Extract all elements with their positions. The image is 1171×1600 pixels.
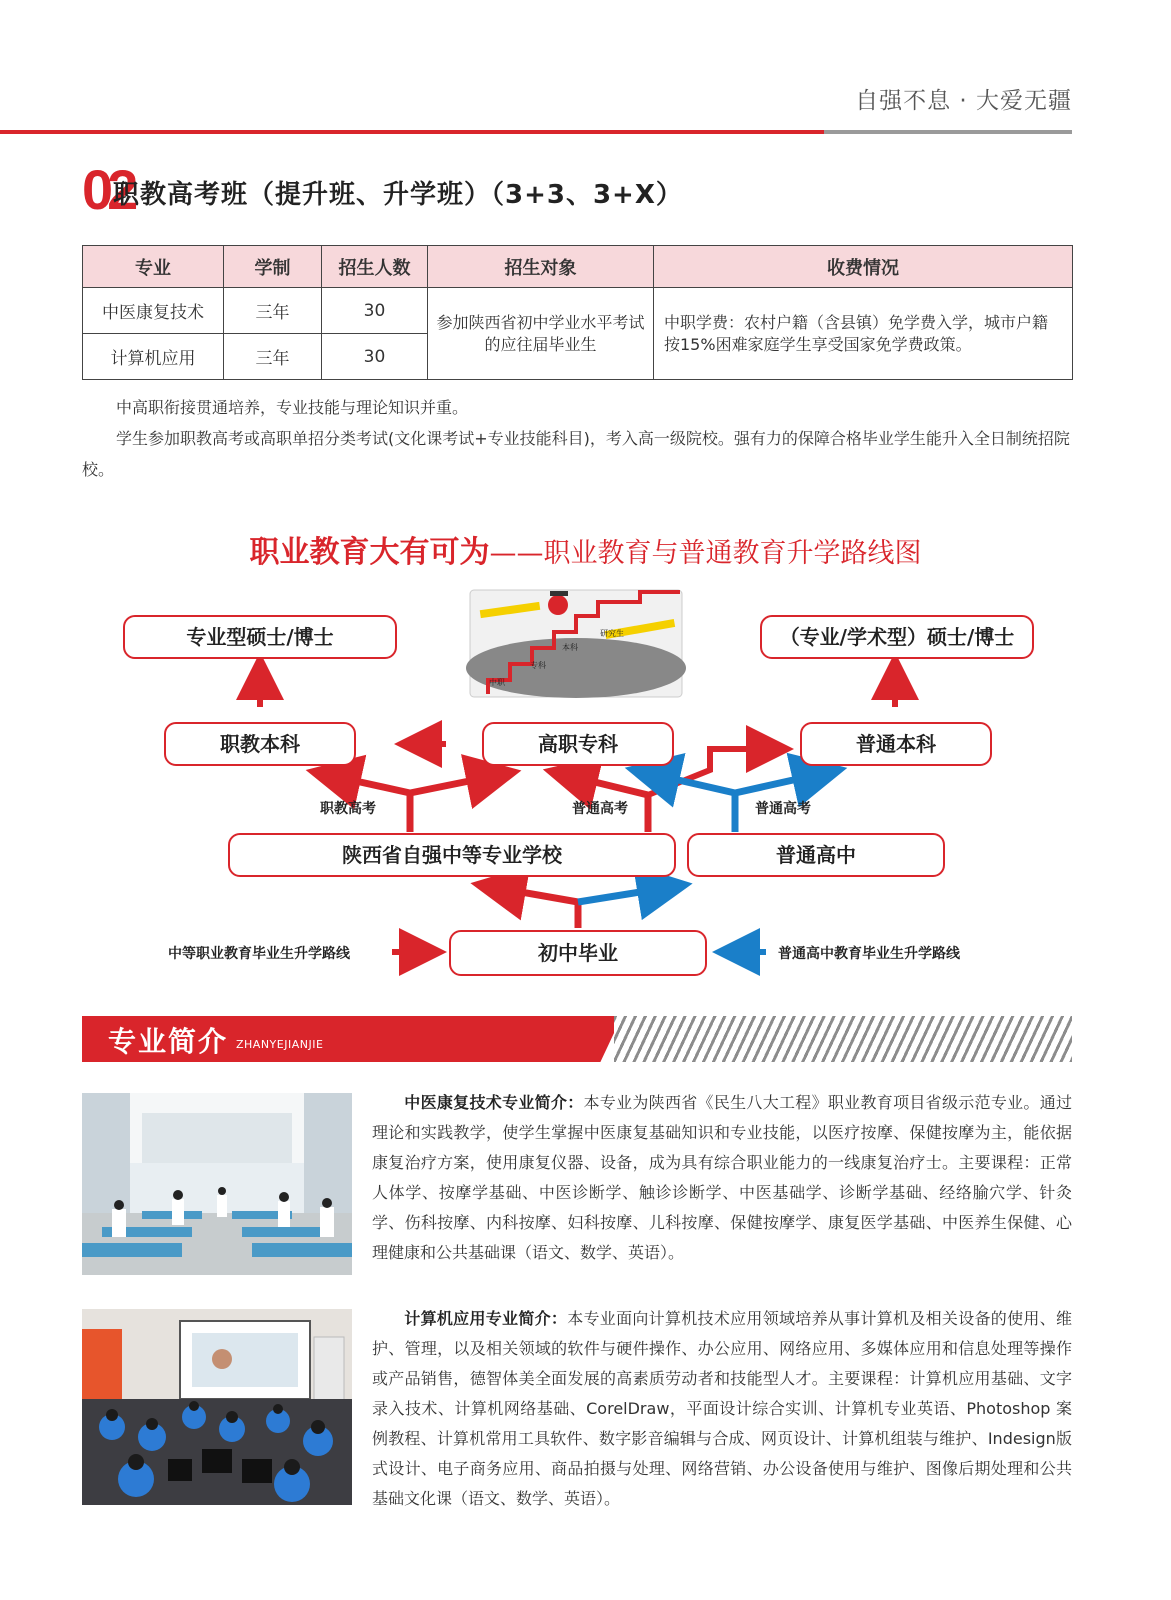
photo-rehab-classroom (82, 1093, 352, 1275)
table-cell-years: 三年 (224, 288, 322, 334)
table-cell-count: 30 (322, 334, 428, 380)
table-cell-years: 三年 (224, 334, 322, 380)
banner-title: 专业简介 (108, 1025, 229, 1058)
arrow-fork (333, 776, 410, 793)
stair-label: 研究生 (600, 629, 624, 638)
major-rehab-name: 中医康复技术专业简介： (404, 1093, 584, 1112)
stair-label: 专科 (530, 661, 546, 670)
box-prof-master: 专业型硕士/博士 (123, 615, 397, 659)
stair-label: 本科 (562, 643, 578, 652)
label-general-exam: 普通高考 (755, 801, 811, 817)
arrow-fork-blue (578, 888, 665, 902)
major-computer-text: 本专业面向计算机技术应用领域培养从事计算机及相关设备的使用、维护、管理，以及相关领域的软件与硬件操作、办公应用、网络应用、多媒体应用和信息处理等操作或产品销售，德智体美全面发展的高素质劳动者和技能型人才。主要课程：计算机应用基础、文字录入技术、计算机网络基础、CorelDraw，平面设计综合实训、计算机专业英语、Photoshop 案例教程、计算机常用工具软件、数字影音编辑与合成、网页设计、计算机组装与维护、Indesign版式设计、电子商务应用、商品拍摄与处理、网络营销、办公设备使用与维护、图像后期处理和公共基础文化课（语文、数学、英语）。 (372, 1309, 1072, 1508)
label-general-exam: 普通高考 (572, 801, 628, 817)
section-number: 02 (82, 158, 133, 221)
box-school: 陕西省自强中等专业学校 (228, 833, 676, 877)
box-acad-master: （专业/学术型）硕士/博士 (760, 615, 1034, 659)
arrow-fork (498, 888, 578, 902)
arrow-fork (410, 776, 494, 793)
stair-label: 中职 (489, 678, 505, 687)
arrow-fork (570, 776, 648, 795)
major-rehab-description (372, 1088, 1072, 1268)
table-header: 学制 (224, 246, 322, 288)
box-general-bachelor: 普通本科 (800, 722, 992, 766)
banner-pinyin: ZHANYEJIANJIE (236, 1038, 324, 1051)
box-higher-voc: 高职专科 (482, 722, 674, 766)
staircase-illustration (466, 590, 686, 698)
table-header: 专业 (83, 246, 224, 288)
table-header: 招生对象 (428, 246, 654, 288)
legend-voc: 中等职业教育毕业生升学路线 (168, 946, 350, 962)
intro-paragraph: 学生参加职教高考或高职单招分类考试(文化课考试+专业技能科目)，考入高一级院校。强有力的保障合格毕业学生能升入全日制统招院校。 (82, 429, 1070, 479)
table-cell-major: 中医康复技术 (83, 288, 224, 334)
banner-stripes (614, 1016, 1072, 1062)
table-header: 收费情况 (654, 246, 1073, 288)
major-computer-name: 计算机应用专业简介： (404, 1309, 568, 1328)
arrow-fork-blue (735, 774, 820, 793)
label-voc-exam: 职教高考 (320, 801, 376, 817)
table-cell-count: 30 (322, 288, 428, 334)
table-cell-fees: 中职学费：农村户籍（含县镇）免学费入学，城市户籍按15%困难家庭学生享受国家免学费政策。 (654, 288, 1073, 380)
box-voc-bachelor: 职教本科 (164, 722, 356, 766)
legend-general: 普通高中教育毕业生升学路线 (778, 946, 960, 962)
table-cell-major: 计算机应用 (83, 334, 224, 380)
page-motto: 自强不息 · 大爱无疆 (855, 88, 1072, 114)
section-title: 职教高考班（提升班、升学班）（3+3、3+X） (113, 180, 683, 210)
photo-computer-classroom (82, 1309, 352, 1505)
diagram-title-sub: ——职业教育与普通教育升学路线图 (489, 538, 922, 569)
table-header: 招生人数 (322, 246, 428, 288)
box-high-school: 普通高中 (687, 833, 945, 877)
diagram-title-main: 职业教育大有可为 (249, 535, 490, 570)
major-rehab-text: 本专业为陕西省《民生八大工程》职业教育项目省级示范专业。通过理论和实践教学，使学生掌握中医康复基础知识和专业技能，以医疗按摩、保健按摩为主，能依据康复治疗方案，使用康复仪器、设备，成为具有综合职业能力的一线康复治疗士。主要课程：正常人体学、按摩学基础、中医诊断学、触诊诊断学、中医基础学、诊断学基础、经络腧穴学、针灸学、伤科按摩、内科按摩、妇科按摩、儿科按摩、保健按摩学、康复医学基础、中医养生保健、心理健康和公共基础课（语文、数学、英语）。 (372, 1093, 1072, 1262)
table-cell-target: 参加陕西省初中学业水平考试的应往届毕业生 (428, 288, 654, 380)
intro-paragraph: 中高职衔接贯通培养，专业技能与理论知识并重。 (116, 398, 469, 417)
box-junior: 初中毕业 (449, 930, 707, 976)
major-computer-description (372, 1304, 1072, 1514)
